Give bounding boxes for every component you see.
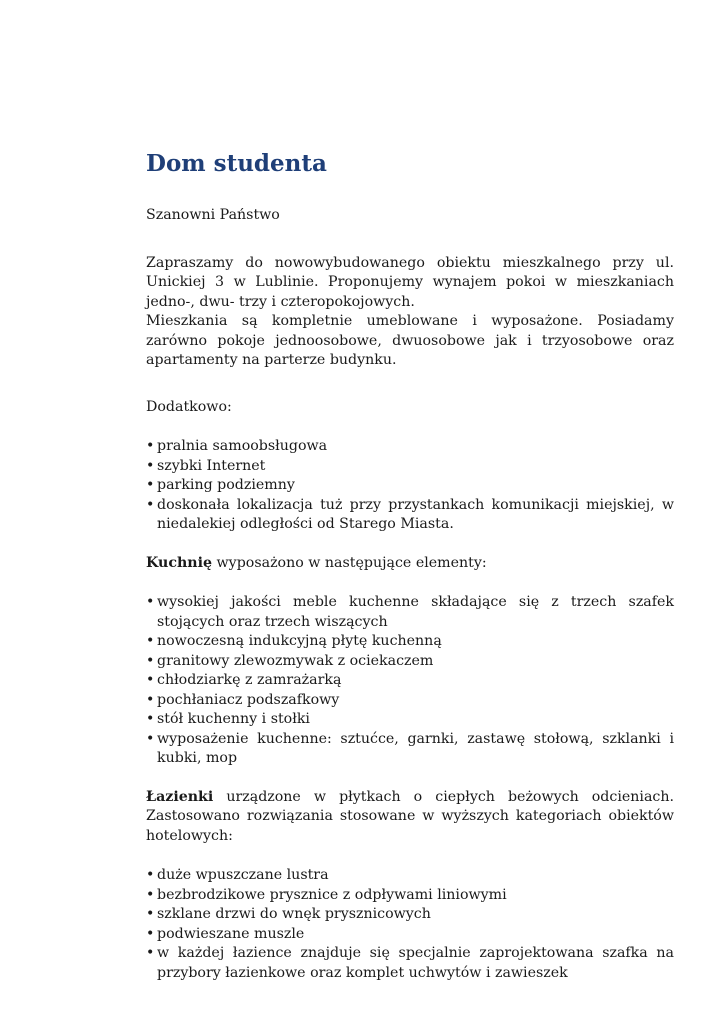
list-item: • parking podziemny — [146, 476, 674, 496]
list-item: • duże wpuszczane lustra — [146, 866, 674, 886]
document-page — [146, 148, 674, 983]
greeting: Szanowni Państwo — [146, 207, 280, 223]
extras-list — [146, 437, 674, 535]
kitchen-intro — [146, 554, 674, 574]
intro-section — [146, 254, 674, 371]
list-item: • doskonała lokalizacja tuż przy przystankach komunikacji miejskiej, w niedalekiej odległości od Starego Miasta. — [146, 496, 674, 535]
list-item: • nowoczesną indukcyjną płytę kuchenną — [146, 632, 674, 652]
bathroom-intro-text: urządzone w płytkach o ciepłych beżowych odcieniach. Zastosowano rozwiązania stosowane w wyższych kategoriach obiektów hotelowych: — [146, 788, 674, 844]
bathroom-list — [146, 866, 674, 983]
list-item: • pochłaniacz podszafkowy — [146, 691, 674, 711]
list-item: • granitowy zlewozmywak z ociekaczem — [146, 652, 674, 672]
kitchen-intro-text: wyposażono w następujące elementy: — [212, 554, 487, 571]
bathroom-intro — [146, 788, 674, 847]
list-item: • szybki Internet — [146, 457, 674, 477]
kitchen-heading: Kuchnię — [146, 554, 213, 571]
page-title: Dom studenta — [146, 150, 327, 177]
list-item: • wysokiej jakości meble kuchenne składające się z trzech szafek stojących oraz trzech wiszących — [146, 593, 674, 632]
list-item: • pralnia samoobsługowa — [146, 437, 674, 457]
list-item: • szklane drzwi do wnęk prysznicowych — [146, 905, 674, 925]
list-item: • wyposażenie kuchenne: sztućce, garnki, zastawę stołową, szklanki i kubki, mop — [146, 730, 674, 769]
intro-paragraph-1: Zapraszamy do nowowybudowanego obiektu mieszkalnego przy ul. Unickiej 3 w Lublinie. Proponujemy wynajem pokoi w mieszkaniach jedno-, dwu- trzy i czteropokojowych. — [146, 254, 674, 310]
kitchen-list — [146, 593, 674, 769]
list-item: • chłodziarkę z zamrażarką — [146, 671, 674, 691]
list-item: • bezbrodzikowe prysznice z odpływami liniowymi — [146, 886, 674, 906]
list-item: • podwieszane muszle — [146, 925, 674, 945]
intro-paragraph-2: Mieszkania są kompletnie umeblowane i wyposażone. Posiadamy zarówno pokoje jednoosobowe, dwuosobowe jak i trzyosobowe oraz apartamenty na parterze budynku. — [146, 313, 674, 368]
list-item: • stół kuchenny i stołki — [146, 710, 674, 730]
extras-label: Dodatkowo: — [146, 398, 232, 415]
list-item: • w każdej łazience znajduje się specjalnie zaprojektowana szafka na przybory łazienkowe oraz komplet uchwytów i zawieszek — [146, 944, 674, 983]
bathroom-heading: Łazienki — [146, 788, 214, 805]
